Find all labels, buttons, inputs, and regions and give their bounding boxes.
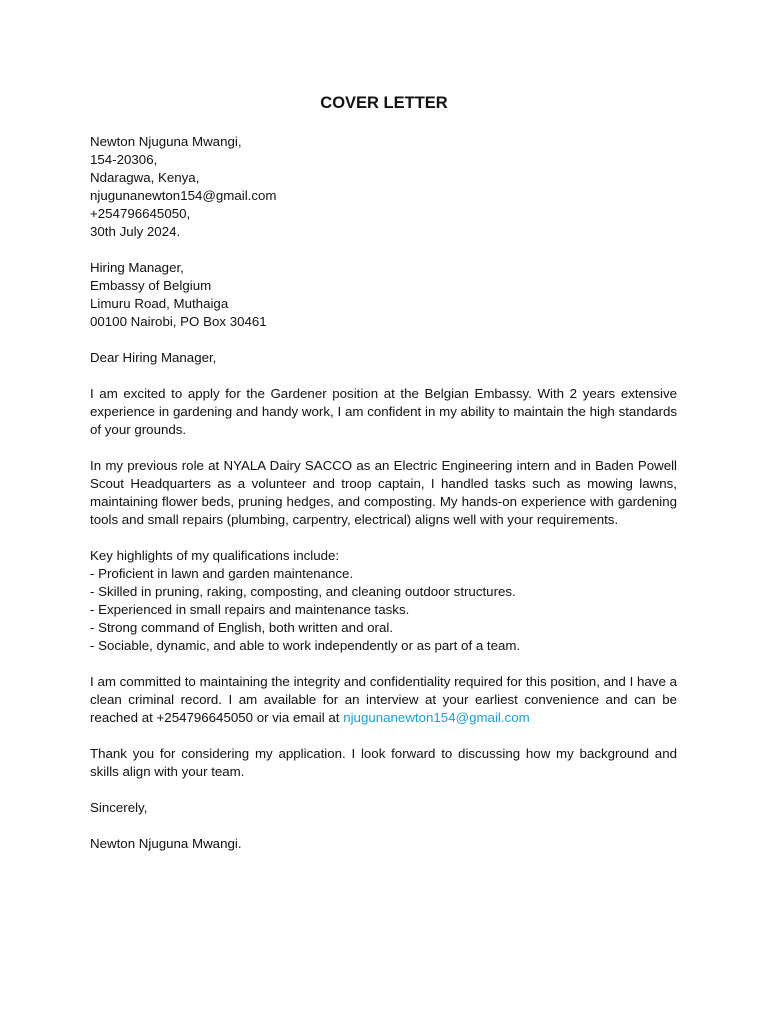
- signoff: Sincerely,: [90, 800, 148, 815]
- recipient-title: Hiring Manager,: [90, 260, 184, 275]
- highlight-item: - Skilled in pruning, raking, composting, and cleaning outdoor structures.: [90, 584, 516, 599]
- spacer: [90, 727, 677, 745]
- email-link[interactable]: njugunanewton154@gmail.com: [343, 710, 530, 725]
- recipient-organization: Embassy of Belgium: [90, 278, 212, 293]
- spacer: [90, 331, 677, 349]
- sender-postal: 154-20306,: [90, 152, 158, 167]
- salutation: Dear Hiring Manager,: [90, 350, 217, 365]
- spacer: [90, 367, 677, 385]
- letter-date: 30th July 2024.: [90, 224, 181, 239]
- sender-block: [90, 133, 677, 241]
- document-title: COVER LETTER: [320, 94, 448, 112]
- sender-phone: +254796645050,: [90, 206, 191, 221]
- intro-paragraph: I am excited to apply for the Gardener position at the Belgian Embassy. With 2 years extensive experience in gardening and handy work, I am confident in my ability to maintain the high standards of your grounds.: [90, 386, 677, 437]
- letter-body: [90, 133, 677, 853]
- recipient-street: Limuru Road, Muthaiga: [90, 296, 229, 311]
- spacer: [90, 241, 677, 259]
- highlights-section: [90, 547, 677, 655]
- spacer: [90, 817, 677, 835]
- signature-name: Newton Njuguna Mwangi.: [90, 836, 242, 851]
- recipient-city: 00100 Nairobi, PO Box 30461: [90, 314, 267, 329]
- recipient-block: [90, 259, 677, 331]
- sender-location: Ndaragwa, Kenya,: [90, 170, 200, 185]
- commitment-text: I am committed to maintaining the integrity and confidentiality required for this position, and I have a clean criminal record. I am available for an interview at your earliest convenience and can be reached at +254796645050 or via email at: [90, 674, 677, 725]
- spacer: [90, 655, 677, 673]
- spacer: [90, 439, 677, 457]
- spacer: [90, 529, 677, 547]
- sender-name: Newton Njuguna Mwangi,: [90, 134, 242, 149]
- sender-email: njugunanewton154@gmail.com: [90, 188, 277, 203]
- commitment-paragraph: [90, 673, 677, 727]
- closing-paragraph: Thank you for considering my application. I look forward to discussing how my background and skills align with your team.: [90, 746, 677, 779]
- highlight-item: - Strong command of English, both written and oral.: [90, 620, 394, 635]
- spacer: [90, 781, 677, 799]
- experience-paragraph: In my previous role at NYALA Dairy SACCO as an Electric Engineering intern and in Baden Powell Scout Headquarters as a volunteer and troop captain, I handled tasks such as mowing lawns, maintaining flower beds, pruning hedges, and composting. My hands-on experience with gardening tools and small repairs (plumbing, carpentry, electrical) aligns well with your requirements.: [90, 458, 677, 527]
- highlight-item: - Sociable, dynamic, and able to work independently or as part of a team.: [90, 638, 521, 653]
- highlight-item: - Experienced in small repairs and maintenance tasks.: [90, 602, 410, 617]
- highlights-intro: Key highlights of my qualifications include:: [90, 548, 340, 563]
- highlight-item: - Proficient in lawn and garden maintenance.: [90, 566, 354, 581]
